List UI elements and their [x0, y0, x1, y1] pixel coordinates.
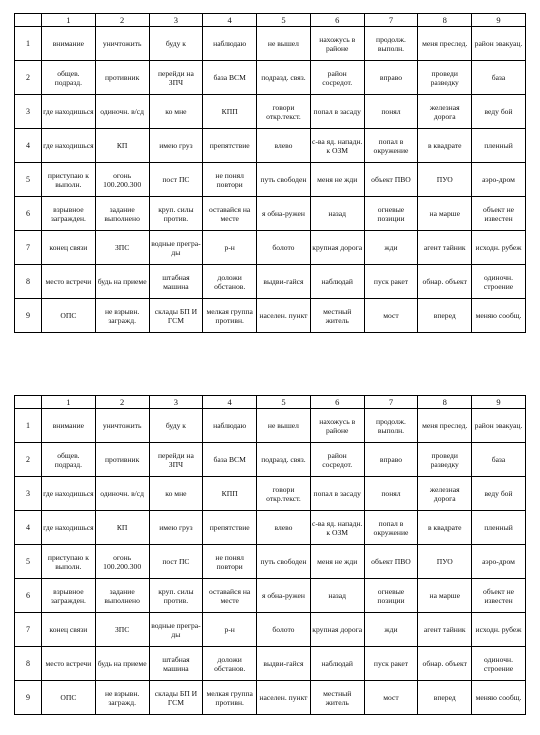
column-header-7: 7 — [364, 14, 418, 27]
code-cell: населен. пункт — [257, 299, 311, 333]
code-cell: железная дорога — [418, 477, 472, 511]
code-cell: путь свободен — [257, 545, 311, 579]
code-cell: имею груз — [149, 511, 203, 545]
column-header-5: 5 — [257, 14, 311, 27]
code-cell: доложи обстанов. — [203, 265, 257, 299]
table-row — [15, 545, 526, 579]
code-cell: пленный — [472, 129, 526, 163]
row-number: 4 — [15, 511, 42, 545]
code-cell: круп. силы против. — [149, 197, 203, 231]
column-header-3: 3 — [149, 396, 203, 409]
code-cell: КПП — [203, 95, 257, 129]
code-cell: веду бой — [472, 95, 526, 129]
header-row — [15, 14, 526, 27]
code-cell: продолж. выполн. — [364, 27, 418, 61]
code-cell: оставайся на месте — [203, 579, 257, 613]
code-cell: вперед — [418, 681, 472, 715]
code-cell: с-ва яд. нападн. к ОЗМ — [310, 511, 364, 545]
code-cell: ОПС — [42, 299, 96, 333]
code-cell: район сосредот. — [310, 61, 364, 95]
table-row — [15, 511, 526, 545]
code-cell: мост — [364, 681, 418, 715]
column-header-8: 8 — [418, 14, 472, 27]
header-corner-cell — [15, 14, 42, 27]
code-cell: выдви-гайся — [257, 647, 311, 681]
code-cell: понял — [364, 95, 418, 129]
code-cell: район эвакуац. — [472, 409, 526, 443]
code-cell: не понял повтори — [203, 163, 257, 197]
table-row — [15, 129, 526, 163]
code-cell: задание выполнено — [95, 579, 149, 613]
code-cell: на марше — [418, 579, 472, 613]
column-header-8: 8 — [418, 396, 472, 409]
code-cell: меня преслед. — [418, 27, 472, 61]
code-cell: я обна-ружен — [257, 197, 311, 231]
row-number: 8 — [15, 265, 42, 299]
code-cell: конец связи — [42, 231, 96, 265]
code-cell: огневые позиции — [364, 579, 418, 613]
code-cell: с-ва яд. нападн. к ОЗМ — [310, 129, 364, 163]
column-header-7: 7 — [364, 396, 418, 409]
code-cell: р-н — [203, 231, 257, 265]
column-header-1: 1 — [42, 14, 96, 27]
code-cell: внимание — [42, 27, 96, 61]
code-cell: буду к — [149, 27, 203, 61]
table-row — [15, 477, 526, 511]
code-cell: перейди на ЗПЧ — [149, 61, 203, 95]
code-cell: в квадрате — [418, 129, 472, 163]
code-cell: препятствие — [203, 129, 257, 163]
table-row — [15, 579, 526, 613]
table-row — [15, 95, 526, 129]
code-cell: внимание — [42, 409, 96, 443]
code-cell: нахожусь в районе — [310, 27, 364, 61]
column-header-3: 3 — [149, 14, 203, 27]
row-number: 2 — [15, 61, 42, 95]
code-cell: будь на приеме — [95, 647, 149, 681]
code-cell: влево — [257, 511, 311, 545]
column-header-4: 4 — [203, 396, 257, 409]
code-cell: КПП — [203, 477, 257, 511]
code-cell: железная дорога — [418, 95, 472, 129]
code-cell: штабная машина — [149, 265, 203, 299]
row-number: 2 — [15, 443, 42, 477]
code-cell: обнар. объект — [418, 265, 472, 299]
code-cell: проведи разведку — [418, 443, 472, 477]
table-row — [15, 409, 526, 443]
code-cell: болото — [257, 231, 311, 265]
code-cell: вправо — [364, 443, 418, 477]
column-header-2: 2 — [95, 14, 149, 27]
code-cell: ЗПС — [95, 613, 149, 647]
code-cell: ПУО — [418, 163, 472, 197]
code-cell: объект ПВО — [364, 545, 418, 579]
code-cell: уничтожить — [95, 409, 149, 443]
code-cell: одиночн. строение — [472, 647, 526, 681]
row-number: 5 — [15, 545, 42, 579]
code-cell: меняю сообщ. — [472, 299, 526, 333]
code-cell: на марше — [418, 197, 472, 231]
code-cell: ЗПС — [95, 231, 149, 265]
row-number: 9 — [15, 681, 42, 715]
code-cell: наблюдаю — [203, 27, 257, 61]
code-cell: не вышел — [257, 409, 311, 443]
code-cell: будь на приеме — [95, 265, 149, 299]
code-cell: база ВСМ — [203, 443, 257, 477]
code-cell: болото — [257, 613, 311, 647]
header-row — [15, 396, 526, 409]
code-cell: круп. силы против. — [149, 579, 203, 613]
code-cell: огневые позиции — [364, 197, 418, 231]
code-cell: не взрывн. загражд. — [95, 681, 149, 715]
code-cell: где находишься — [42, 129, 96, 163]
code-cell: попал в окружение — [364, 511, 418, 545]
column-header-5: 5 — [257, 396, 311, 409]
code-cell: р-н — [203, 613, 257, 647]
code-cell: одиночн. строение — [472, 265, 526, 299]
code-cell: объект не известен — [472, 579, 526, 613]
code-cell: противник — [95, 443, 149, 477]
code-cell: населен. пункт — [257, 681, 311, 715]
code-cell: взрывное загражден. — [42, 197, 96, 231]
code-cell: проведи разведку — [418, 61, 472, 95]
table-row — [15, 299, 526, 333]
code-cell: веду бой — [472, 477, 526, 511]
code-cell: имею груз — [149, 129, 203, 163]
code-cell: КП — [95, 129, 149, 163]
code-cell: противник — [95, 61, 149, 95]
code-cell: оставайся на месте — [203, 197, 257, 231]
code-cell: мост — [364, 299, 418, 333]
column-header-6: 6 — [310, 14, 364, 27]
code-cell: место встречи — [42, 647, 96, 681]
signal-table-bottom — [14, 395, 526, 715]
code-cell: конец связи — [42, 613, 96, 647]
code-cell: одиночн. в/сд — [95, 477, 149, 511]
code-cell: попал в засаду — [310, 95, 364, 129]
code-cell: наблюдай — [310, 265, 364, 299]
row-number: 6 — [15, 197, 42, 231]
code-cell: приступаю к выполн. — [42, 163, 96, 197]
code-cell: огонь 100.200.300 — [95, 545, 149, 579]
table-row — [15, 443, 526, 477]
code-cell: ко мне — [149, 95, 203, 129]
code-cell: препятствие — [203, 511, 257, 545]
code-cell: крупная дорога — [310, 231, 364, 265]
row-number: 3 — [15, 95, 42, 129]
column-header-9: 9 — [472, 396, 526, 409]
code-cell: район эвакуац. — [472, 27, 526, 61]
row-number: 7 — [15, 613, 42, 647]
column-header-1: 1 — [42, 396, 96, 409]
column-header-4: 4 — [203, 14, 257, 27]
code-cell: агент тайник — [418, 231, 472, 265]
code-cell: не взрывн. загражд. — [95, 299, 149, 333]
code-cell: одиночн. в/сд — [95, 95, 149, 129]
table-row — [15, 613, 526, 647]
row-number: 7 — [15, 231, 42, 265]
code-cell: ОПС — [42, 681, 96, 715]
code-cell: подразд. связ. — [257, 61, 311, 95]
code-cell: где находишься — [42, 511, 96, 545]
code-cell: мелкая группа противн. — [203, 681, 257, 715]
row-number: 9 — [15, 299, 42, 333]
code-cell: водные прегра-ды — [149, 613, 203, 647]
code-cell: общев. подразд. — [42, 61, 96, 95]
code-cell: не понял повтори — [203, 545, 257, 579]
row-number: 4 — [15, 129, 42, 163]
column-header-2: 2 — [95, 396, 149, 409]
code-cell: не вышел — [257, 27, 311, 61]
table-row — [15, 681, 526, 715]
code-cell: КП — [95, 511, 149, 545]
code-cell: база — [472, 443, 526, 477]
code-cell: понял — [364, 477, 418, 511]
code-cell: мелкая группа противн. — [203, 299, 257, 333]
code-cell: крупная дорога — [310, 613, 364, 647]
code-cell: назад — [310, 197, 364, 231]
code-cell: штабная машина — [149, 647, 203, 681]
code-cell: путь свободен — [257, 163, 311, 197]
code-cell: буду к — [149, 409, 203, 443]
code-cell: говори откр.текст. — [257, 477, 311, 511]
table-row — [15, 197, 526, 231]
code-cell: перейди на ЗПЧ — [149, 443, 203, 477]
code-cell: склады БП И ГСМ — [149, 299, 203, 333]
code-cell: пост ПС — [149, 163, 203, 197]
row-number: 6 — [15, 579, 42, 613]
table-row — [15, 27, 526, 61]
code-cell: обнар. объект — [418, 647, 472, 681]
code-cell: меняю сообщ. — [472, 681, 526, 715]
code-cell: аэро-дром — [472, 545, 526, 579]
code-cell: пуск ракет — [364, 265, 418, 299]
code-cell: взрывное загражден. — [42, 579, 96, 613]
code-cell: назад — [310, 579, 364, 613]
code-cell: местный житель — [310, 299, 364, 333]
code-cell: задание выполнено — [95, 197, 149, 231]
code-cell: где находишься — [42, 477, 96, 511]
code-cell: местный житель — [310, 681, 364, 715]
code-cell: меня не жди — [310, 545, 364, 579]
code-cell: уничтожить — [95, 27, 149, 61]
code-cell: ко мне — [149, 477, 203, 511]
code-cell: объект не известен — [472, 197, 526, 231]
table-row — [15, 231, 526, 265]
code-cell: подразд. связ. — [257, 443, 311, 477]
code-cell: продолж. выполн. — [364, 409, 418, 443]
table-row — [15, 61, 526, 95]
row-number: 8 — [15, 647, 42, 681]
signal-table-top — [14, 13, 526, 333]
column-header-9: 9 — [472, 14, 526, 27]
row-number: 3 — [15, 477, 42, 511]
code-cell: общев. подразд. — [42, 443, 96, 477]
code-cell: исходн. рубеж — [472, 613, 526, 647]
code-cell: огонь 100.200.300 — [95, 163, 149, 197]
code-cell: жди — [364, 231, 418, 265]
code-cell: район сосредот. — [310, 443, 364, 477]
code-cell: агент тайник — [418, 613, 472, 647]
code-cell: меня преслед. — [418, 409, 472, 443]
code-cell: база — [472, 61, 526, 95]
code-cell: место встречи — [42, 265, 96, 299]
code-cell: вперед — [418, 299, 472, 333]
row-number: 1 — [15, 409, 42, 443]
code-cell: я обна-ружен — [257, 579, 311, 613]
code-cell: аэро-дром — [472, 163, 526, 197]
code-cell: вправо — [364, 61, 418, 95]
code-cell: в квадрате — [418, 511, 472, 545]
code-cell: попал в окружение — [364, 129, 418, 163]
table-row — [15, 163, 526, 197]
code-cell: база ВСМ — [203, 61, 257, 95]
code-cell: водные прегра-ды — [149, 231, 203, 265]
row-number: 5 — [15, 163, 42, 197]
code-cell: жди — [364, 613, 418, 647]
code-cell: объект ПВО — [364, 163, 418, 197]
code-cell: доложи обстанов. — [203, 647, 257, 681]
header-corner-cell — [15, 396, 42, 409]
code-cell: пост ПС — [149, 545, 203, 579]
code-cell: говори откр.текст. — [257, 95, 311, 129]
table-row — [15, 265, 526, 299]
code-cell: пленный — [472, 511, 526, 545]
column-header-6: 6 — [310, 396, 364, 409]
row-number: 1 — [15, 27, 42, 61]
code-cell: меня не жди — [310, 163, 364, 197]
code-cell: влево — [257, 129, 311, 163]
code-cell: выдви-гайся — [257, 265, 311, 299]
code-cell: нахожусь в районе — [310, 409, 364, 443]
code-cell: ПУО — [418, 545, 472, 579]
code-cell: приступаю к выполн. — [42, 545, 96, 579]
code-cell: склады БП И ГСМ — [149, 681, 203, 715]
table-row — [15, 647, 526, 681]
code-cell: пуск ракет — [364, 647, 418, 681]
code-cell: наблюдаю — [203, 409, 257, 443]
code-cell: наблюдай — [310, 647, 364, 681]
code-cell: попал в засаду — [310, 477, 364, 511]
code-cell: исходн. рубеж — [472, 231, 526, 265]
code-cell: где находишься — [42, 95, 96, 129]
